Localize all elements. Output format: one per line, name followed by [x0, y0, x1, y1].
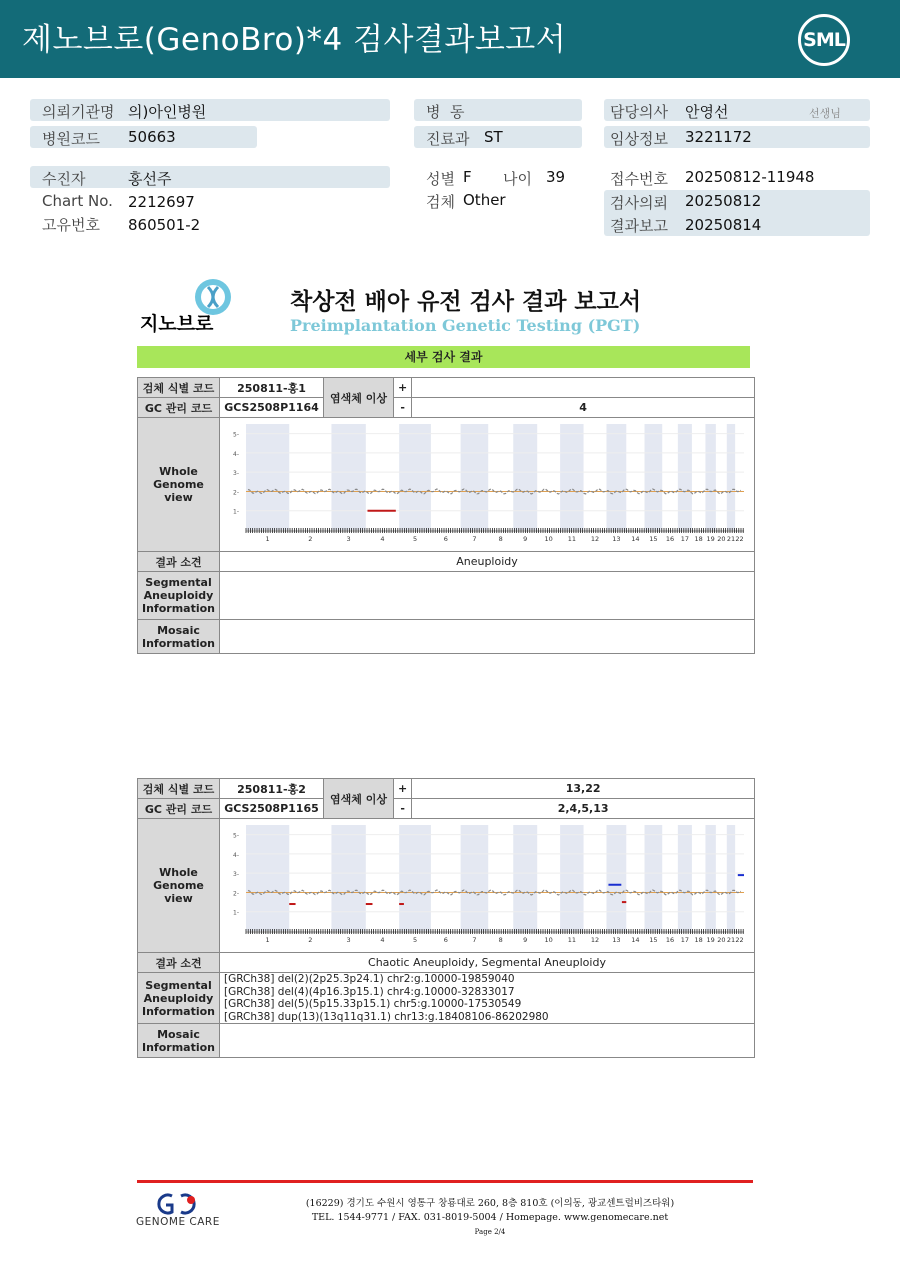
id-value: 860501-2 [128, 216, 201, 234]
chromosome-label: 19 [706, 535, 715, 543]
requesting-org-value: 의)아인병원 [128, 103, 207, 121]
chromosome-label: 9 [523, 936, 528, 944]
department-value: ST [484, 128, 503, 146]
page-title: 제노브로(GenoBro)*4 검사결과보고서 [22, 22, 567, 58]
chromosome-label: 7 [472, 535, 477, 543]
mosaic-value [220, 620, 755, 654]
finding-label: 결과 소견 [138, 953, 220, 973]
chart-value: 2212697 [128, 193, 195, 211]
chromosome-label: 19 [706, 936, 715, 944]
segmental-value [220, 572, 755, 620]
whole-genome-plot [224, 819, 750, 949]
chromosome-band [331, 825, 365, 931]
chromosome-band [560, 424, 583, 530]
finding-value: Aneuploidy [220, 552, 755, 572]
segmental-line: [GRCh38] del(5)(5p15.33p15.1) chr5:g.10000-17530549 [224, 998, 522, 1010]
chromosome-label: 13 [612, 535, 621, 543]
chromosome-label: 22 [735, 535, 744, 543]
report-subtitle: Preimplantation Genetic Testing (PGT) [290, 316, 641, 335]
chromosome-band [727, 424, 735, 530]
report-title: 착상전 배아 유전 검사 결과 보고서 [290, 289, 642, 315]
doctor-title: 선생님 [809, 107, 841, 120]
footer-address-block [300, 1197, 680, 1239]
footer-address: (16229) 경기도 수원시 영통구 창룡대로 260, 8층 810호 (이의동, 광교센트럴비즈타워) [305, 1198, 675, 1209]
hospital-code-label: 병원코드 [42, 130, 100, 148]
report-date-value: 20250814 [685, 216, 762, 234]
sample-code-value: 250811-홍1 [220, 378, 324, 398]
segmental-line: [GRCh38] dup(13)(13q11q31.1) chr13:g.18408106-86202980 [224, 1010, 549, 1023]
y-tick-label: 1- [233, 508, 239, 516]
chromosome-label: 14 [631, 535, 640, 543]
chromosome-label: 6 [443, 936, 448, 944]
gc-code-label: GC 관리 코드 [138, 398, 220, 418]
y-tick-label: 4- [233, 851, 239, 859]
chromosome-band [513, 424, 537, 530]
chromosome-label: 9 [523, 535, 528, 543]
chromosome-band [513, 825, 537, 931]
chromosome-band [645, 424, 663, 530]
y-tick-label: 3- [233, 871, 239, 879]
chromosome-label: 15 [649, 535, 658, 543]
chromosome-label: 6 [443, 535, 448, 543]
chromosome-label: 8 [498, 535, 503, 543]
chromosome-band [246, 825, 289, 931]
ward-label: 병 동 [426, 103, 465, 121]
chromosome-band [678, 424, 692, 530]
mosaic-label: Mosaic Information [138, 1024, 220, 1058]
genome-care-logo-text: GENOME CARE [136, 1216, 220, 1228]
specimen-label: 검체 [426, 193, 455, 211]
requesting-org-label: 의뢰기관명 [42, 103, 115, 121]
doctor-label: 담당의사 [610, 103, 668, 121]
chromosome-band [705, 424, 715, 530]
footer-line [137, 1180, 753, 1183]
patient-label: 수진자 [42, 170, 86, 188]
chromosome-band [461, 825, 489, 931]
chromosome-label: 15 [649, 936, 658, 944]
request-date-label: 검사의뢰 [610, 194, 668, 212]
chromosome-band [606, 825, 626, 931]
chromosome-label: 21 [726, 936, 736, 944]
chromosome-label: 8 [498, 936, 503, 944]
id-label: 고유번호 [42, 216, 100, 234]
segmental-line: [GRCh38] del(4)(4p16.3p15.1) chr4:g.10000-32833017 [224, 985, 515, 998]
page-number: Page 2/4 [474, 1228, 506, 1236]
sample-2-table [137, 778, 755, 1058]
whole-genome-label: Whole Genome view [138, 418, 220, 552]
minus-sign: - [394, 799, 412, 819]
chromosome-label: 3 [346, 936, 351, 944]
chromosome-label: 13 [612, 936, 621, 944]
hospital-code-value: 50663 [128, 128, 176, 146]
request-date-value: 20250812 [685, 192, 762, 210]
chromosome-label: 10 [544, 936, 553, 944]
receipt-value: 20250812-11948 [685, 168, 815, 186]
sample-code-label: 검체 식별 코드 [138, 378, 220, 398]
chromosome-label: 17 [680, 936, 690, 944]
finding-label: 결과 소견 [138, 552, 220, 572]
chromosome-label: 18 [694, 535, 703, 543]
chromosome-label: 16 [665, 535, 675, 543]
mosaic-label: Mosaic Information [138, 620, 220, 654]
sex-value: F [463, 168, 472, 186]
specimen-value: Other [463, 191, 506, 209]
segmental-value [220, 973, 755, 1024]
chromosome-band [678, 825, 692, 931]
chromosome-label: 11 [567, 936, 576, 944]
chromosome-label: 20 [717, 936, 726, 944]
age-value: 39 [546, 168, 566, 186]
chromosome-label: 2 [308, 936, 313, 944]
chromosome-label: 22 [735, 936, 744, 944]
chromosome-label: 5 [412, 936, 418, 944]
y-tick-label: 2- [233, 890, 239, 898]
chromosome-band [246, 424, 289, 530]
chromosome-label: 20 [717, 535, 726, 543]
chromosome-label: 17 [680, 535, 690, 543]
chromosome-label: 1 [265, 535, 270, 543]
y-tick-label: 2- [233, 489, 239, 497]
patient-value: 홍선주 [128, 170, 172, 188]
gc-code-value: GCS2508P1165 [220, 799, 324, 819]
doctor-value: 안영선 [685, 103, 729, 121]
genome-view-cell [220, 819, 755, 953]
whole-genome-label: Whole Genome view [138, 819, 220, 953]
chromosome-label: 10 [544, 535, 553, 543]
chromosome-label: 2 [308, 535, 313, 543]
gain-value: 13,22 [412, 779, 755, 799]
chromosome-label: 21 [726, 535, 736, 543]
report-date-label: 결과보고 [610, 217, 668, 235]
chromosome-band [461, 424, 489, 530]
chromosome-label: 11 [567, 535, 576, 543]
sample-code-value: 250811-홍2 [220, 779, 324, 799]
chromosome-label: 1 [265, 936, 270, 944]
sample-code-label: 검체 식별 코드 [138, 779, 220, 799]
abnormal-label: 염색체 이상 [324, 779, 394, 819]
genobro-logo-icon [138, 275, 248, 335]
chromosome-label: 12 [590, 936, 600, 944]
y-tick-label: 1- [233, 909, 239, 917]
chromosome-label: 5 [412, 535, 418, 543]
y-tick-label: 3- [233, 470, 239, 478]
plus-sign: + [394, 378, 412, 398]
gc-code-value: GCS2508P1164 [220, 398, 324, 418]
chromosome-label: 4 [380, 535, 385, 543]
whole-genome-plot [224, 418, 750, 548]
segmental-label: Segmental Aneuploidy Information [138, 973, 220, 1024]
chromosome-label: 16 [665, 936, 675, 944]
genome-view-cell [220, 418, 755, 552]
chromosome-label: 3 [346, 535, 351, 543]
gain-value [412, 378, 755, 398]
y-tick-label: 4- [233, 450, 239, 458]
chromosome-band [645, 825, 663, 931]
segmental-label: Segmental Aneuploidy Information [138, 572, 220, 620]
chart-label: Chart No. [42, 192, 113, 210]
footer-contact: TEL. 1544-9771 / FAX. 031-8019-5004 / Homepage. www.genomecare.net [311, 1212, 669, 1223]
chromosome-label: 18 [694, 936, 703, 944]
sml-logo-icon: SML [798, 14, 850, 66]
clinical-value: 3221172 [685, 128, 752, 146]
genobro-logo-text: 지노브로 [140, 313, 214, 335]
chromosome-label: 12 [590, 535, 600, 543]
chromosome-label: 4 [380, 936, 385, 944]
page-header [0, 0, 900, 78]
finding-value: Chaotic Aneuploidy, Segmental Aneuploidy [220, 953, 755, 973]
chromosome-band [727, 825, 735, 931]
sample-1-table [137, 377, 755, 654]
abnormal-label: 염색체 이상 [324, 378, 394, 418]
plus-sign: + [394, 779, 412, 799]
clinical-label: 임상정보 [610, 130, 668, 148]
sex-label: 성별 [426, 170, 455, 188]
chromosome-band [705, 825, 715, 931]
gc-code-label: GC 관리 코드 [138, 799, 220, 819]
chromosome-band [399, 825, 431, 931]
minus-sign: - [394, 398, 412, 418]
y-tick-label: 5- [233, 431, 239, 439]
chromosome-label: 14 [631, 936, 640, 944]
age-label: 나이 [503, 170, 532, 188]
y-tick-label: 5- [233, 832, 239, 840]
chromosome-band [606, 424, 626, 530]
loss-value: 4 [412, 398, 755, 418]
chromosome-band [560, 825, 583, 931]
segmental-line: [GRCh38] del(2)(2p25.3p24.1) chr2:g.10000-19859040 [224, 973, 515, 985]
mosaic-value [220, 1024, 755, 1058]
chromosome-band [399, 424, 431, 530]
department-label: 진료과 [426, 130, 470, 148]
chromosome-band [331, 424, 365, 530]
loss-value: 2,4,5,13 [412, 799, 755, 819]
receipt-label: 접수번호 [610, 170, 668, 188]
chromosome-label: 7 [472, 936, 477, 944]
section-bar: 세부 검사 결과 [137, 346, 750, 368]
